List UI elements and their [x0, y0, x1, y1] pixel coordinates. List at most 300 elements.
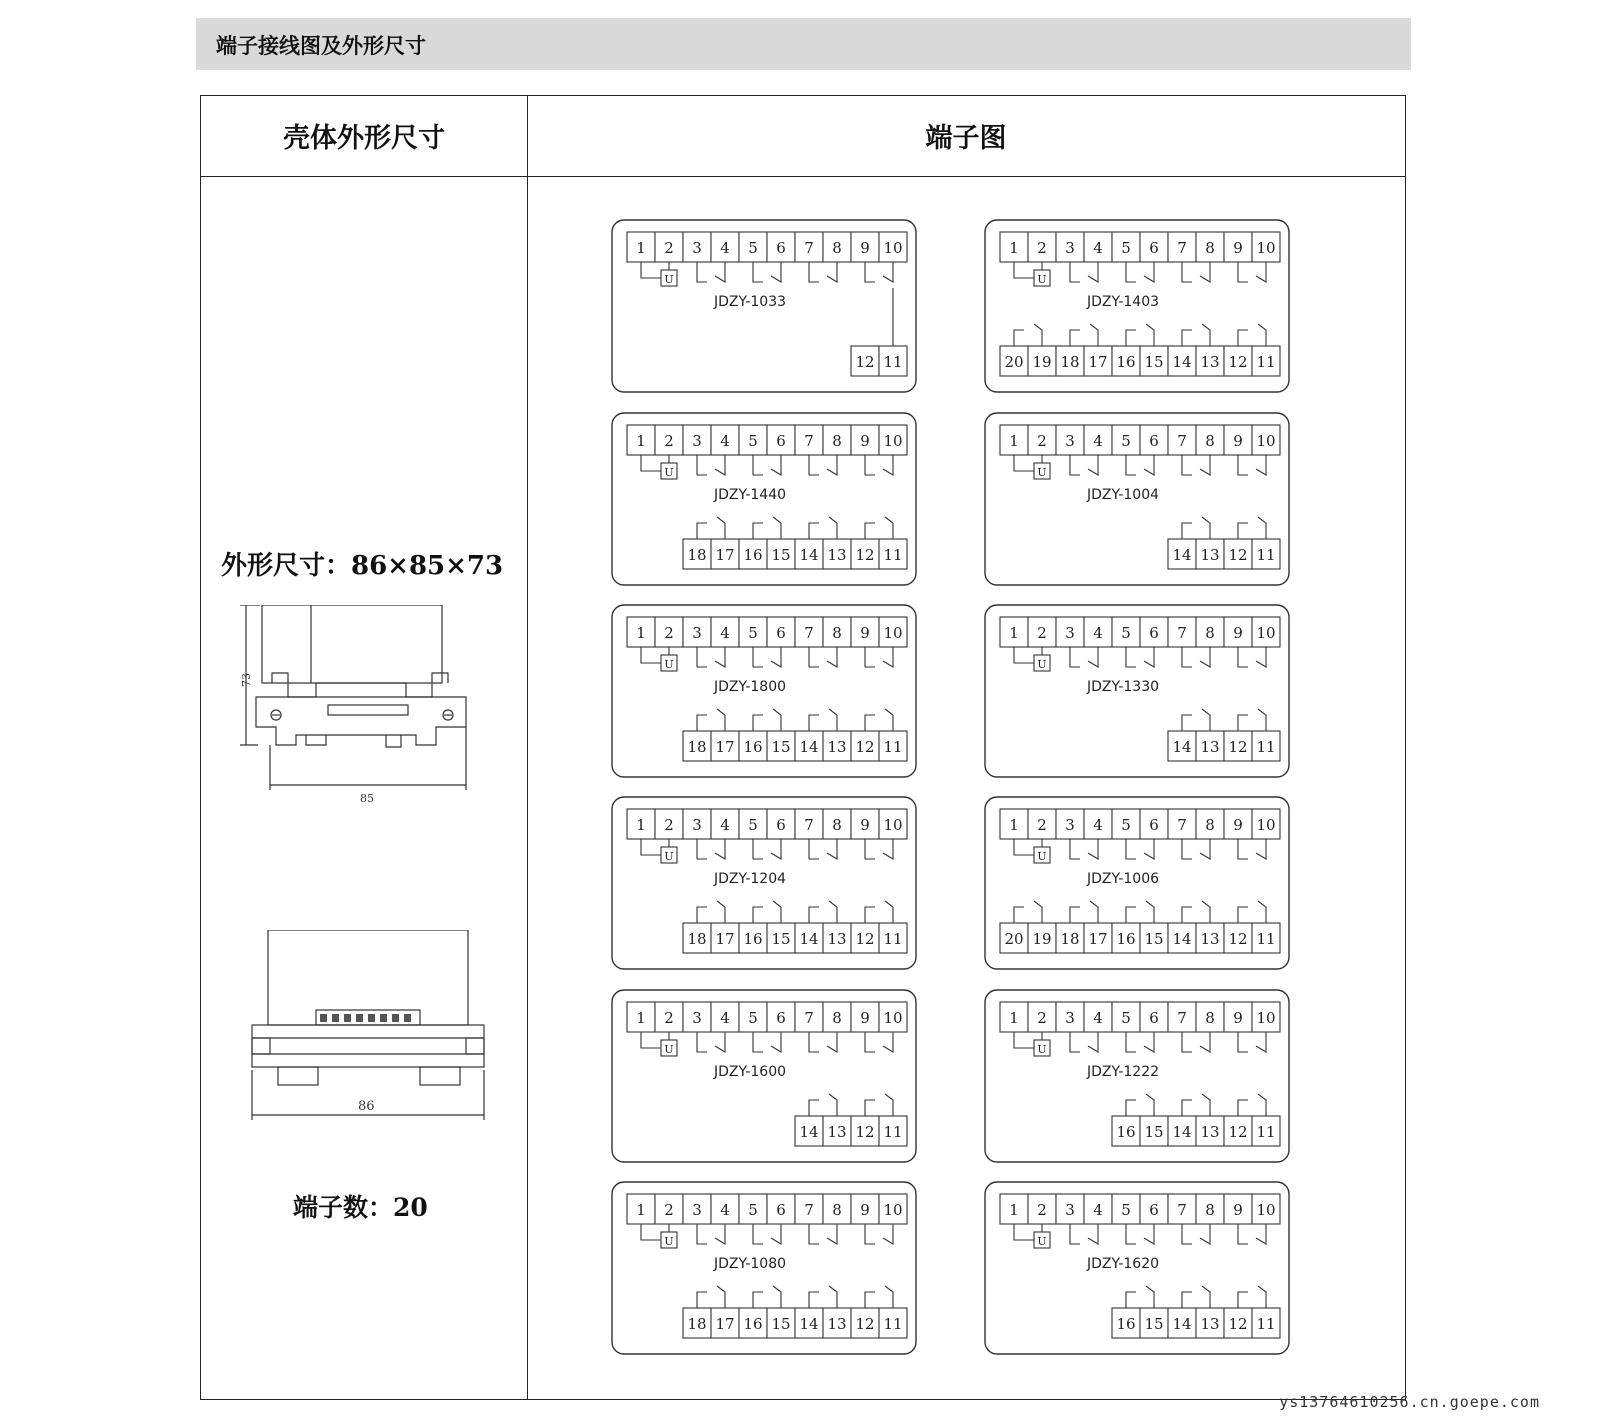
terminal-number: 15	[771, 1315, 791, 1333]
contact-symbol	[1014, 324, 1042, 346]
contact-symbol	[865, 1224, 893, 1244]
terminal-number: 16	[1116, 930, 1136, 948]
contact-symbol	[697, 1032, 725, 1052]
terminal-number: 1	[1009, 432, 1019, 450]
terminal-count-text: 端子数：20	[293, 1193, 428, 1222]
terminal-number: 9	[1233, 624, 1243, 642]
contact-symbol	[753, 709, 781, 731]
contact-symbol	[865, 839, 893, 859]
model-label: JDZY-1330	[1086, 679, 1160, 695]
model-label: JDZY-1403	[1086, 294, 1160, 310]
terminal-number: 4	[720, 1009, 730, 1027]
side-view-height-label: 73	[240, 673, 253, 687]
terminal-number: 10	[883, 1201, 903, 1219]
coil-label: U	[1037, 1043, 1047, 1056]
terminal-number: 10	[883, 816, 903, 834]
terminal-number: 19	[1032, 930, 1052, 948]
terminal-number: 4	[720, 239, 730, 257]
contact-symbol	[1126, 647, 1154, 667]
contact-symbol	[697, 455, 725, 475]
terminal-number: 13	[827, 546, 847, 564]
terminal-number: 17	[715, 546, 735, 564]
terminal-number: 14	[799, 1315, 819, 1333]
terminal-number: 17	[1088, 930, 1108, 948]
contact-symbol	[1126, 455, 1154, 475]
contact-symbol	[809, 647, 837, 667]
contact-symbol	[1070, 1032, 1098, 1052]
terminal-number: 4	[720, 624, 730, 642]
terminal-number: 2	[1037, 624, 1047, 642]
module-jdzy-1204	[612, 797, 916, 969]
contact-symbol	[697, 647, 725, 667]
contact-symbol	[809, 455, 837, 475]
terminal-number: 3	[1065, 624, 1075, 642]
contact-symbol	[1126, 324, 1154, 346]
terminal-number: 2	[1037, 432, 1047, 450]
terminal-number: 4	[1093, 1201, 1103, 1219]
contact-symbol	[1126, 839, 1154, 859]
terminal-number: 11	[883, 546, 903, 564]
terminal-number: 5	[748, 816, 758, 834]
contact-symbol	[809, 262, 837, 282]
contact-symbol	[697, 709, 725, 731]
terminal-number: 13	[1200, 1123, 1220, 1141]
contact-symbol	[865, 1032, 893, 1052]
terminal-number: 2	[1037, 239, 1047, 257]
terminal-number: 2	[664, 816, 674, 834]
contact-symbol	[1182, 709, 1210, 731]
contact-symbol	[753, 455, 781, 475]
terminal-number: 7	[1177, 1201, 1187, 1219]
contact-symbol	[865, 709, 893, 731]
contact-symbol	[865, 455, 893, 475]
terminal-number: 9	[860, 1009, 870, 1027]
terminal-number: 11	[883, 1315, 903, 1333]
contact-symbol	[809, 1224, 837, 1244]
terminal-number: 8	[832, 1201, 842, 1219]
terminal-number: 14	[799, 546, 819, 564]
terminal-number: 13	[1200, 353, 1220, 371]
terminal-number: 3	[1065, 432, 1075, 450]
coil-label: U	[1037, 658, 1047, 671]
terminal-number: 10	[883, 239, 903, 257]
terminal-number: 16	[743, 1315, 763, 1333]
contact-symbol	[865, 262, 893, 282]
terminal-number: 2	[664, 1201, 674, 1219]
terminal-number: 5	[1121, 624, 1131, 642]
terminal-number: 4	[720, 432, 730, 450]
terminal-number: 8	[832, 816, 842, 834]
contact-symbol	[1238, 262, 1266, 282]
terminal-number: 8	[832, 432, 842, 450]
terminal-number: 11	[1256, 353, 1276, 371]
terminal-number: 11	[1256, 930, 1276, 948]
contact-symbol	[809, 839, 837, 859]
terminal-number: 6	[776, 239, 786, 257]
watermark-text: ys13764610256.cn.goepe.com	[1279, 1393, 1540, 1411]
contact-symbol	[865, 1286, 893, 1308]
module-jdzy-1004	[985, 413, 1289, 585]
terminal-number: 16	[1116, 1315, 1136, 1333]
terminal-number: 6	[1149, 1009, 1159, 1027]
terminal-number: 12	[1228, 738, 1248, 756]
terminal-number: 15	[771, 930, 791, 948]
contact-symbol	[753, 1224, 781, 1244]
module-jdzy-1440	[612, 413, 916, 585]
terminal-number: 7	[804, 816, 814, 834]
terminal-number: 6	[776, 432, 786, 450]
contact-symbol	[1070, 647, 1098, 667]
coil-label: U	[1037, 466, 1047, 479]
terminal-number: 10	[1256, 1009, 1276, 1027]
contact-symbol	[1182, 1286, 1210, 1308]
terminal-number: 15	[771, 546, 791, 564]
module-jdzy-1600	[612, 990, 916, 1162]
terminal-number: 4	[1093, 624, 1103, 642]
terminal-number: 11	[883, 353, 903, 371]
terminal-number: 11	[1256, 1123, 1276, 1141]
terminal-number: 15	[771, 738, 791, 756]
contact-symbol	[1014, 901, 1042, 923]
coil-label: U	[664, 850, 674, 863]
contact-symbol	[1238, 1286, 1266, 1308]
contact-symbol	[1238, 455, 1266, 475]
terminal-number: 5	[1121, 1201, 1131, 1219]
contact-symbol	[1126, 262, 1154, 282]
contact-symbol	[753, 901, 781, 923]
terminal-number: 18	[687, 546, 707, 564]
terminal-number: 8	[832, 624, 842, 642]
model-label: JDZY-1080	[713, 1256, 787, 1272]
contact-symbol	[1182, 1032, 1210, 1052]
terminal-number: 14	[799, 738, 819, 756]
terminal-number: 3	[1065, 1201, 1075, 1219]
terminal-number: 8	[1205, 432, 1215, 450]
terminal-number: 8	[832, 239, 842, 257]
model-label: JDZY-1620	[1086, 1256, 1160, 1272]
contact-symbol	[1238, 901, 1266, 923]
terminal-number: 2	[664, 432, 674, 450]
terminal-number: 3	[692, 624, 702, 642]
model-label: JDZY-1033	[713, 294, 787, 310]
terminal-number: 14	[1172, 738, 1192, 756]
terminal-number: 1	[1009, 239, 1019, 257]
terminal-number: 1	[636, 432, 646, 450]
terminal-number: 3	[1065, 816, 1075, 834]
terminal-number: 12	[1228, 930, 1248, 948]
terminal-number: 11	[883, 738, 903, 756]
terminal-number: 9	[1233, 432, 1243, 450]
terminal-number: 9	[860, 239, 870, 257]
coil-label: U	[664, 273, 674, 286]
terminal-number: 11	[883, 930, 903, 948]
terminal-number: 5	[1121, 239, 1131, 257]
terminal-number: 10	[1256, 432, 1276, 450]
terminal-number: 10	[1256, 239, 1276, 257]
terminal-number: 11	[1256, 1315, 1276, 1333]
terminal-number: 15	[1144, 1123, 1164, 1141]
terminal-number: 9	[860, 432, 870, 450]
contact-symbol	[865, 647, 893, 667]
terminal-number: 15	[1144, 1315, 1164, 1333]
terminal-number: 17	[715, 1315, 735, 1333]
contact-symbol	[697, 839, 725, 859]
contact-symbol	[697, 262, 725, 282]
contact-symbol	[753, 1286, 781, 1308]
terminal-number: 6	[776, 624, 786, 642]
model-label: JDZY-1004	[1086, 487, 1160, 503]
coil-label: U	[664, 1235, 674, 1248]
terminal-number: 16	[1116, 1123, 1136, 1141]
terminal-number: 5	[748, 1201, 758, 1219]
coil-label: U	[1037, 273, 1047, 286]
terminal-number: 1	[636, 1009, 646, 1027]
terminal-number: 11	[1256, 546, 1276, 564]
contact-symbol	[753, 839, 781, 859]
terminal-number: 18	[687, 738, 707, 756]
contact-symbol	[753, 1032, 781, 1052]
terminal-number: 6	[1149, 624, 1159, 642]
contact-symbol	[1182, 901, 1210, 923]
terminal-number: 16	[743, 738, 763, 756]
terminal-number: 1	[636, 624, 646, 642]
terminal-number: 17	[715, 738, 735, 756]
module-jdzy-1330	[985, 605, 1289, 777]
terminal-number: 5	[748, 624, 758, 642]
terminal-number: 3	[692, 432, 702, 450]
terminal-number: 12	[855, 930, 875, 948]
terminal-number: 9	[1233, 1009, 1243, 1027]
module-jdzy-1006	[985, 797, 1289, 969]
terminal-number: 7	[1177, 1009, 1187, 1027]
contact-symbol	[1182, 647, 1210, 667]
terminal-number: 3	[1065, 1009, 1075, 1027]
contact-symbol	[1238, 324, 1266, 346]
contact-symbol	[1238, 647, 1266, 667]
contact-symbol	[1070, 901, 1098, 923]
terminal-number: 12	[1228, 1123, 1248, 1141]
module-jdzy-1800	[612, 605, 916, 777]
terminal-number: 5	[748, 239, 758, 257]
contact-symbol	[753, 647, 781, 667]
side-view-width-label: 85	[360, 792, 374, 805]
model-label: JDZY-1204	[713, 871, 787, 887]
terminal-number: 16	[1116, 353, 1136, 371]
terminal-number: 12	[1228, 353, 1248, 371]
contact-symbol	[1182, 1094, 1210, 1116]
terminal-number: 10	[883, 1009, 903, 1027]
contact-symbol	[809, 1032, 837, 1052]
contact-symbol	[809, 901, 837, 923]
contact-symbol	[865, 901, 893, 923]
terminal-number: 10	[1256, 816, 1276, 834]
contact-symbol	[1126, 1094, 1154, 1116]
terminal-number: 5	[748, 1009, 758, 1027]
contact-symbol	[1070, 839, 1098, 859]
terminal-number: 13	[827, 930, 847, 948]
terminal-number: 9	[1233, 816, 1243, 834]
contact-symbol	[1182, 324, 1210, 346]
terminal-number: 1	[1009, 816, 1019, 834]
coil-label: U	[1037, 850, 1047, 863]
terminal-number: 13	[1200, 546, 1220, 564]
terminal-number: 7	[804, 432, 814, 450]
contact-symbol	[809, 1286, 837, 1308]
terminal-number: 9	[1233, 239, 1243, 257]
terminal-diagram-header: 端子图	[925, 123, 1007, 154]
terminal-number: 8	[1205, 1201, 1215, 1219]
contact-symbol	[1182, 517, 1210, 539]
terminal-number: 14	[1172, 1123, 1192, 1141]
terminal-number: 2	[664, 239, 674, 257]
dimension-text: 外形尺寸：86×85×73	[221, 551, 504, 581]
terminal-number: 20	[1004, 353, 1024, 371]
terminal-number: 13	[1200, 930, 1220, 948]
terminal-number: 12	[855, 738, 875, 756]
terminal-number: 14	[1172, 930, 1192, 948]
terminal-number: 8	[1205, 239, 1215, 257]
header-title: 端子接线图及外形尺寸	[216, 34, 426, 58]
terminal-number: 12	[855, 1315, 875, 1333]
terminal-number: 15	[1144, 930, 1164, 948]
terminal-number: 15	[1144, 353, 1164, 371]
contact-symbol	[809, 1094, 837, 1116]
contact-symbol	[1238, 1094, 1266, 1116]
contact-symbol	[1126, 1286, 1154, 1308]
terminal-number: 9	[860, 1201, 870, 1219]
terminal-number: 12	[1228, 546, 1248, 564]
model-label: JDZY-1006	[1086, 871, 1160, 887]
terminal-number: 4	[720, 1201, 730, 1219]
terminal-number: 14	[1172, 353, 1192, 371]
terminal-number: 2	[664, 1009, 674, 1027]
contact-symbol	[1070, 324, 1098, 346]
terminal-number: 12	[855, 546, 875, 564]
terminal-number: 5	[1121, 1009, 1131, 1027]
terminal-number: 13	[827, 1315, 847, 1333]
module-jdzy-1620	[985, 1182, 1289, 1354]
terminal-number: 1	[1009, 1201, 1019, 1219]
terminal-number: 2	[1037, 1009, 1047, 1027]
terminal-number: 14	[1172, 1315, 1192, 1333]
contact-symbol	[1238, 517, 1266, 539]
terminal-number: 17	[1088, 353, 1108, 371]
model-label: JDZY-1222	[1086, 1064, 1160, 1080]
terminal-number: 11	[883, 1123, 903, 1141]
contact-symbol	[1070, 455, 1098, 475]
terminal-number: 9	[1233, 1201, 1243, 1219]
terminal-number: 3	[1065, 239, 1075, 257]
terminal-number: 9	[860, 816, 870, 834]
contact-symbol	[697, 901, 725, 923]
terminal-number: 6	[776, 816, 786, 834]
contact-symbol	[1070, 262, 1098, 282]
terminal-number: 12	[855, 353, 875, 371]
module-jdzy-1033	[612, 220, 916, 392]
terminal-number: 2	[664, 624, 674, 642]
terminal-number: 6	[776, 1201, 786, 1219]
contact-symbol	[1182, 262, 1210, 282]
terminal-number: 16	[743, 546, 763, 564]
contact-symbol	[697, 517, 725, 539]
contact-symbol	[697, 1286, 725, 1308]
terminal-number: 4	[1093, 1009, 1103, 1027]
terminal-number: 1	[636, 239, 646, 257]
contact-symbol	[753, 262, 781, 282]
model-label: JDZY-1600	[713, 1064, 787, 1080]
terminal-number: 7	[1177, 432, 1187, 450]
housing-dimensions-header: 壳体外形尺寸	[283, 123, 445, 154]
contact-symbol	[1238, 839, 1266, 859]
terminal-number: 9	[860, 624, 870, 642]
contact-symbol	[1238, 709, 1266, 731]
terminal-number: 13	[827, 738, 847, 756]
terminal-number: 18	[687, 930, 707, 948]
terminal-number: 3	[692, 1009, 702, 1027]
module-jdzy-1080	[612, 1182, 916, 1354]
terminal-number: 7	[804, 239, 814, 257]
terminal-number: 10	[883, 432, 903, 450]
terminal-number: 4	[1093, 816, 1103, 834]
terminal-number: 12	[1228, 1315, 1248, 1333]
terminal-number: 12	[855, 1123, 875, 1141]
terminal-number: 18	[687, 1315, 707, 1333]
terminal-number: 7	[804, 1009, 814, 1027]
coil-label: U	[1037, 1235, 1047, 1248]
terminal-number: 2	[1037, 1201, 1047, 1219]
terminal-number: 13	[827, 1123, 847, 1141]
contact-symbol	[1070, 1224, 1098, 1244]
terminal-number: 10	[1256, 624, 1276, 642]
terminal-number: 4	[1093, 432, 1103, 450]
terminal-number: 13	[1200, 738, 1220, 756]
terminal-number: 6	[1149, 432, 1159, 450]
contact-symbol	[809, 517, 837, 539]
terminal-number: 6	[1149, 816, 1159, 834]
contact-symbol	[1126, 1032, 1154, 1052]
terminal-number: 2	[1037, 816, 1047, 834]
terminal-number: 3	[692, 239, 702, 257]
terminal-number: 1	[1009, 624, 1019, 642]
contact-symbol	[809, 709, 837, 731]
contact-symbol	[753, 517, 781, 539]
terminal-number: 7	[1177, 816, 1187, 834]
terminal-number: 14	[799, 930, 819, 948]
terminal-number: 7	[1177, 624, 1187, 642]
contact-symbol	[1182, 839, 1210, 859]
terminal-number: 5	[1121, 816, 1131, 834]
coil-label: U	[664, 658, 674, 671]
terminal-number: 18	[1060, 930, 1080, 948]
terminal-number: 8	[1205, 624, 1215, 642]
contact-symbol	[1238, 1032, 1266, 1052]
contact-symbol	[1182, 455, 1210, 475]
contact-symbol	[1126, 901, 1154, 923]
terminal-number: 20	[1004, 930, 1024, 948]
terminal-number: 19	[1032, 353, 1052, 371]
terminal-number: 6	[776, 1009, 786, 1027]
terminal-number: 1	[636, 816, 646, 834]
terminal-number: 14	[799, 1123, 819, 1141]
contact-symbol	[1126, 1224, 1154, 1244]
contact-symbol	[865, 1094, 893, 1116]
terminal-number: 8	[1205, 816, 1215, 834]
terminal-number: 6	[1149, 239, 1159, 257]
coil-label: U	[664, 466, 674, 479]
model-label: JDZY-1440	[713, 487, 787, 503]
model-label: JDZY-1800	[713, 679, 787, 695]
terminal-number: 10	[1256, 1201, 1276, 1219]
